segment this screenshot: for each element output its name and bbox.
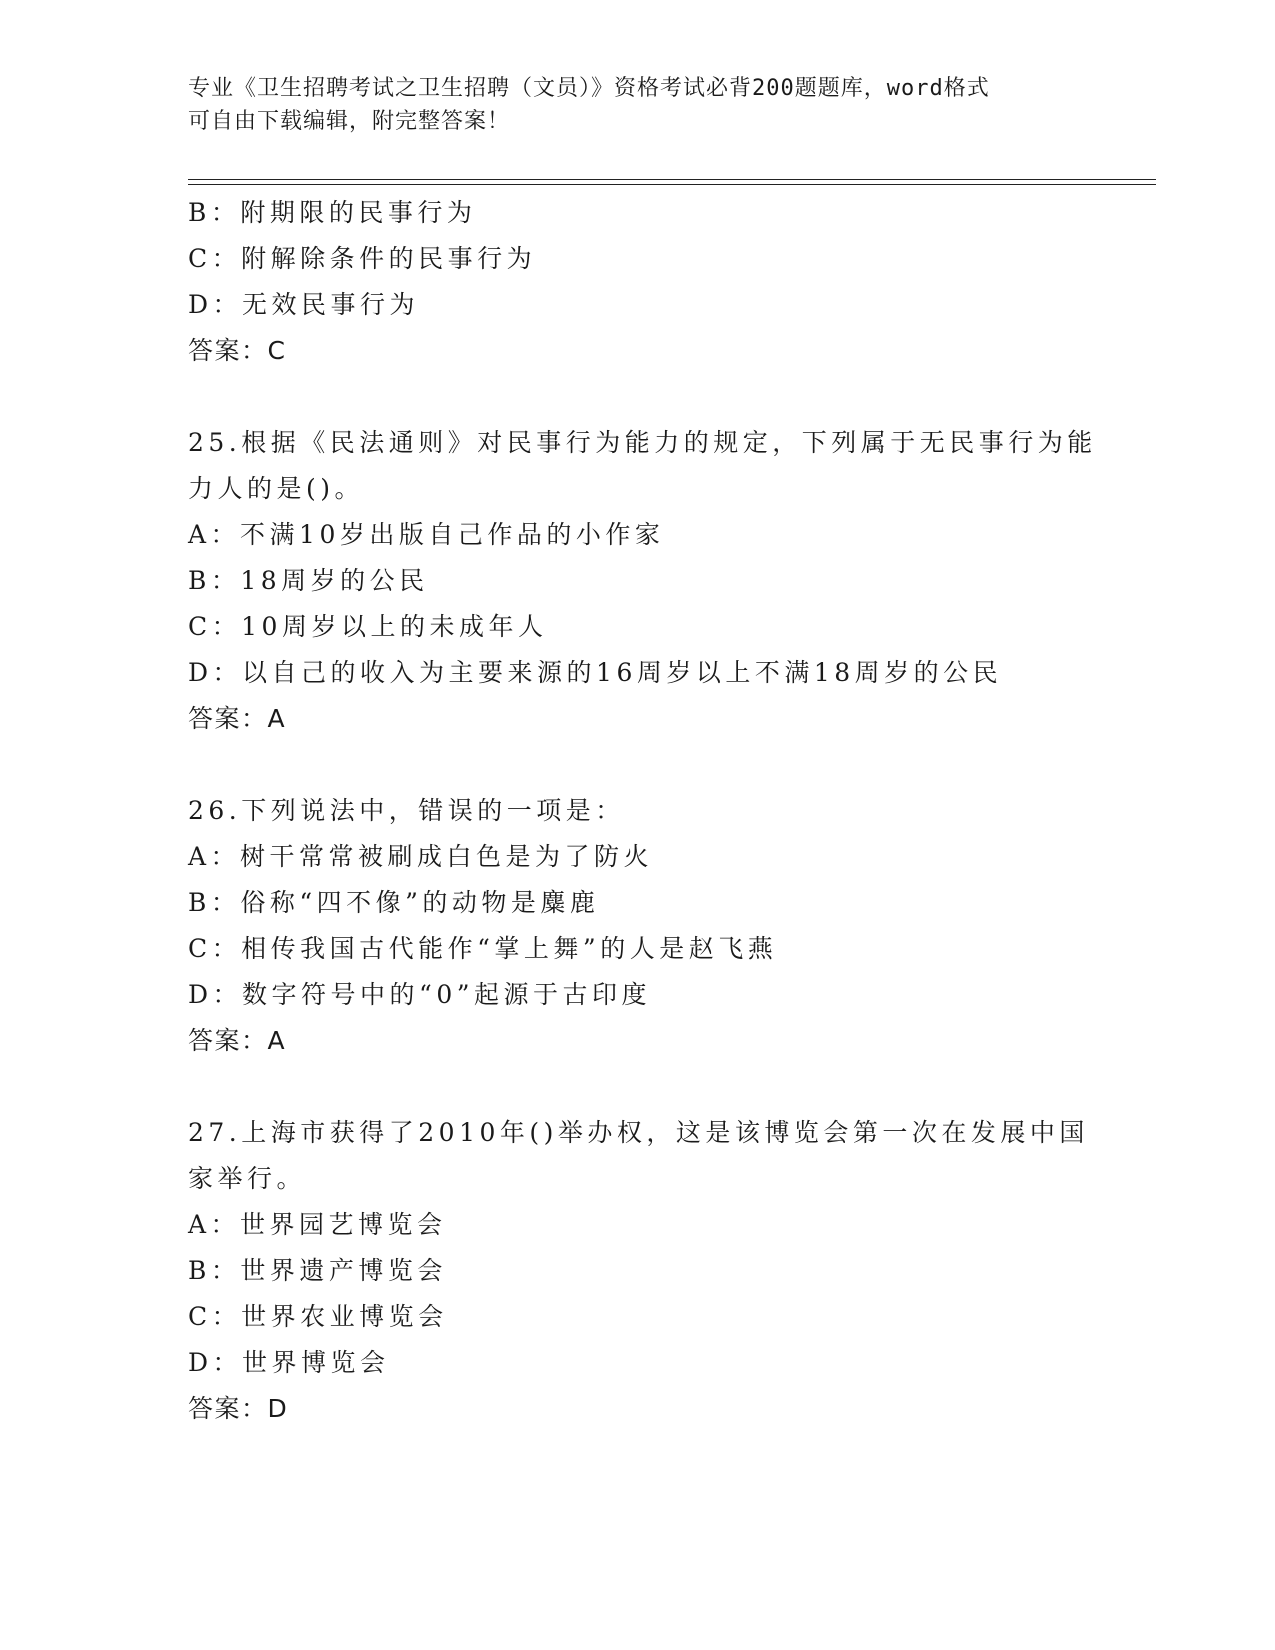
header-divider-top [188, 179, 1156, 180]
option-b: B：俗称“四不像”的动物是麋鹿 [188, 888, 600, 917]
spacer [188, 374, 1156, 420]
question-stem: 27.上海市获得了2010年()举办权，这是该博览会第一次在发展中国 [188, 1118, 1089, 1147]
question-stem: 25.根据《民法通则》对民事行为能力的规定，下列属于无民事行为能 [188, 428, 1097, 457]
header-line-1: 专业《卫生招聘考试之卫生招聘（文员）》资格考试必背200题题库，word格式 [188, 76, 990, 101]
question-list [188, 190, 1156, 1432]
document-header [188, 72, 1088, 138]
answer-line: 答案：D [188, 1394, 289, 1423]
question-stem: 家举行。 [188, 1164, 307, 1193]
option-b: B：附期限的民事行为 [188, 198, 477, 227]
option-b: B：世界遗产博览会 [188, 1256, 447, 1285]
header-divider-bottom [188, 184, 1156, 185]
question-26 [188, 788, 1156, 1064]
option-c: C：相传我国古代能作“掌上舞”的人是赵飞燕 [188, 934, 778, 963]
option-d: D：世界博览会 [188, 1348, 390, 1377]
question-stem: 26.下列说法中，错误的一项是： [188, 796, 625, 825]
answer-line: 答案：C [188, 336, 287, 365]
question-27 [188, 1110, 1156, 1432]
option-d: D：数字符号中的“0”起源于古印度 [188, 980, 652, 1009]
answer-line: 答案：A [188, 704, 287, 733]
option-c: C：世界农业博览会 [188, 1302, 448, 1331]
spacer [188, 1064, 1156, 1110]
answer-line: 答案：A [188, 1026, 287, 1055]
option-c: C：附解除条件的民事行为 [188, 244, 537, 273]
option-a: A：不满10岁出版自己作品的小作家 [188, 520, 665, 549]
option-c: C：10周岁以上的未成年人 [188, 612, 548, 641]
question-24-tail [188, 190, 1156, 374]
option-a: A：树干常常被刷成白色是为了防火 [188, 842, 654, 871]
option-a: A：世界园艺博览会 [188, 1210, 447, 1239]
option-d: D：无效民事行为 [188, 290, 420, 319]
spacer [188, 742, 1156, 788]
option-b: B：18周岁的公民 [188, 566, 429, 595]
option-d: D：以自己的收入为主要来源的16周岁以上不满18周岁的公民 [188, 658, 1003, 687]
header-line-2: 可自由下载编辑，附完整答案！ [188, 109, 511, 134]
question-25 [188, 420, 1156, 742]
question-stem: 力人的是()。 [188, 474, 365, 503]
